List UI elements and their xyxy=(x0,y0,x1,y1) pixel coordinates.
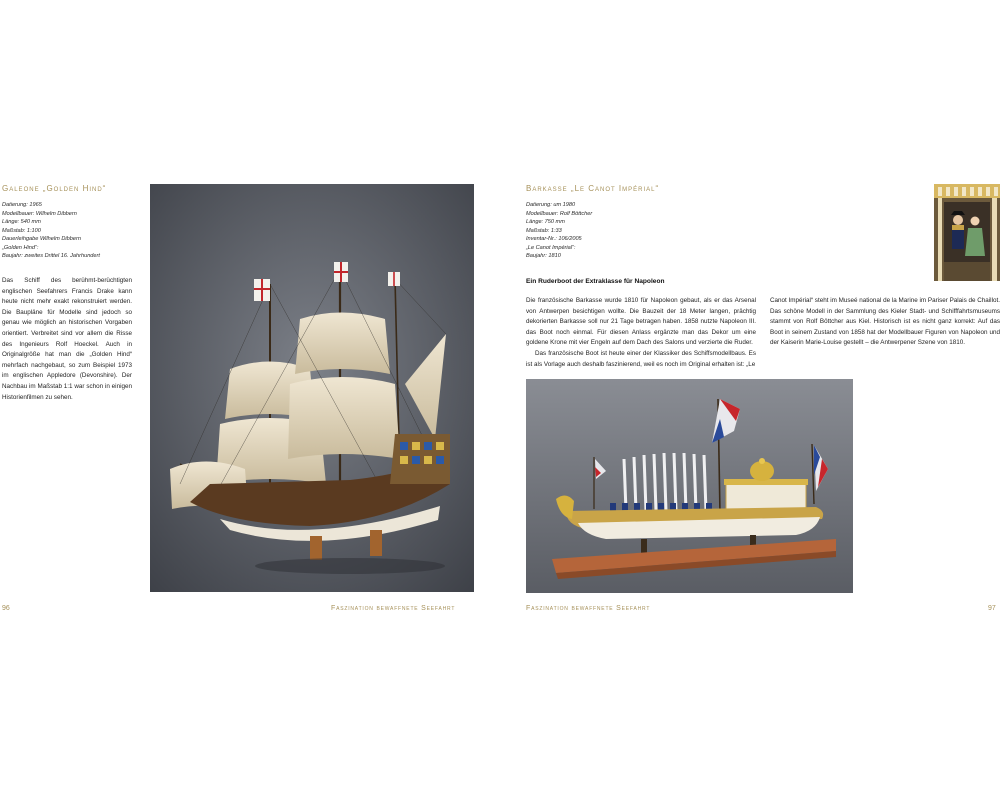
galleon-model-illustration xyxy=(150,184,474,592)
spec-line: Baujahr: zweites Drittel 16. Jahrhundert xyxy=(2,253,100,259)
spec-line: Länge: 750 mm xyxy=(526,219,565,225)
left-folio: 96 xyxy=(2,605,10,612)
spec-line: „Le Canot Impérial“: xyxy=(526,244,576,251)
spec-line: Inventar-Nr.: 106/2005 xyxy=(526,236,582,242)
galleon-body xyxy=(2,276,132,403)
spec-line: Modellbauer: Rolf Böttcher xyxy=(526,210,593,217)
right-page xyxy=(500,0,1000,800)
golden-hind-photo xyxy=(150,184,474,592)
barkasse-subhead: Ein Ruderboot der Extraklasse für Napoleon xyxy=(526,278,665,285)
right-folio: 97 xyxy=(988,605,996,612)
spec-line: Modellbauer: Wilhelm Dibbern xyxy=(2,210,77,217)
barkasse-body-col1 xyxy=(526,296,756,370)
barkasse-paragraph-3: Canot Impérial“ steht im Museé national de la Marine im Pariser Palais de Chaillot. Das schöne Modell in der Sammlung des Kieler Stadt- und Schifffahrtsmuseums stammt von Rolf Böttcher aus Kiel. Historisch ist es nicht ganz korrekt: Auf das Boot in seinem Zustand von 1858 hat der Modellbauer Figuren von Napoleon und der Kaiserin Marie-Louise gestellt – die Antwerpener Szene von 1810. xyxy=(770,297,1000,347)
spec-line: Maßstab: 1:100 xyxy=(2,227,41,234)
barge-model-illustration xyxy=(526,379,853,593)
left-running-head: Faszination bewaffnete Seefahrt xyxy=(331,605,456,612)
spec-line: Dauerleihgabe Wilhelm Dibbern xyxy=(2,236,81,242)
spec-line: Baujahr: 1810 xyxy=(526,253,561,259)
barkasse-photo xyxy=(526,379,853,593)
spec-line: Datierung: 1965 xyxy=(2,202,42,208)
galleon-specs xyxy=(2,201,142,261)
barkasse-title: Barkasse „Le Canot Impérial“ xyxy=(526,184,660,193)
galleon-title: Galeone „Golden Hind“ xyxy=(2,184,107,193)
barkasse-paragraph-1: Die französische Barkasse wurde 1810 für Napoleon gebaut, als er das Arsenal von Antwerpen besichtigen wollte. Die Bauzeit der 18 Meter langen, prächtig dekorierten Barkasse soll nur 21 Tage betragen haben. 1858 nutzte Napoleon III. das Boot noch einmal. Für diesen Anlass ergänzte man das Dekor um eine goldene Krone mit vier Engeln auf dem Dach des Salons und verzierte die Ruder. xyxy=(526,297,756,347)
napoleon-figures-photo xyxy=(934,184,1000,281)
barkasse-paragraph-2: Das französische Boot ist heute einer der Klassiker des Schiffsmodellbaus. Es ist als Vorlage auch deshalb faszinierend, weil es noch im Original erhalten ist: „Le xyxy=(526,349,756,368)
barkasse-specs xyxy=(526,201,686,261)
spec-line: Länge: 540 mm xyxy=(2,219,41,225)
spec-line: „Golden Hind“: xyxy=(2,244,39,251)
spec-line: Datierung: um 1980 xyxy=(526,202,576,208)
figures-detail-illustration xyxy=(934,184,1000,281)
right-running-head: Faszination bewaffnete Seefahrt xyxy=(526,605,651,612)
barkasse-body-col2 xyxy=(770,296,1000,349)
galleon-paragraph: Das Schiff des berühmt-berüchtigten englischen Seefahrers Francis Drake kann heute nicht mehr exakt rekonstruiert werden. Die Baupläne für Modelle sind jedoch so genau wie möglich an historischen Vorgaben orientiert. Verbreitet sind vor allem die Risse des Ingenieurs Rolf Hoeckel. Auch in Originalgröße hat man die „Golden Hind“ mehrfach nachgebaut, so zum Beispiel 1973 im englischen Appledore (Devonshire). Der Nachbau im Maßstab 1:1 war schon in einigen Historienfilmen zu sehen. xyxy=(2,277,132,401)
spec-line: Maßstab: 1:33 xyxy=(526,227,562,234)
